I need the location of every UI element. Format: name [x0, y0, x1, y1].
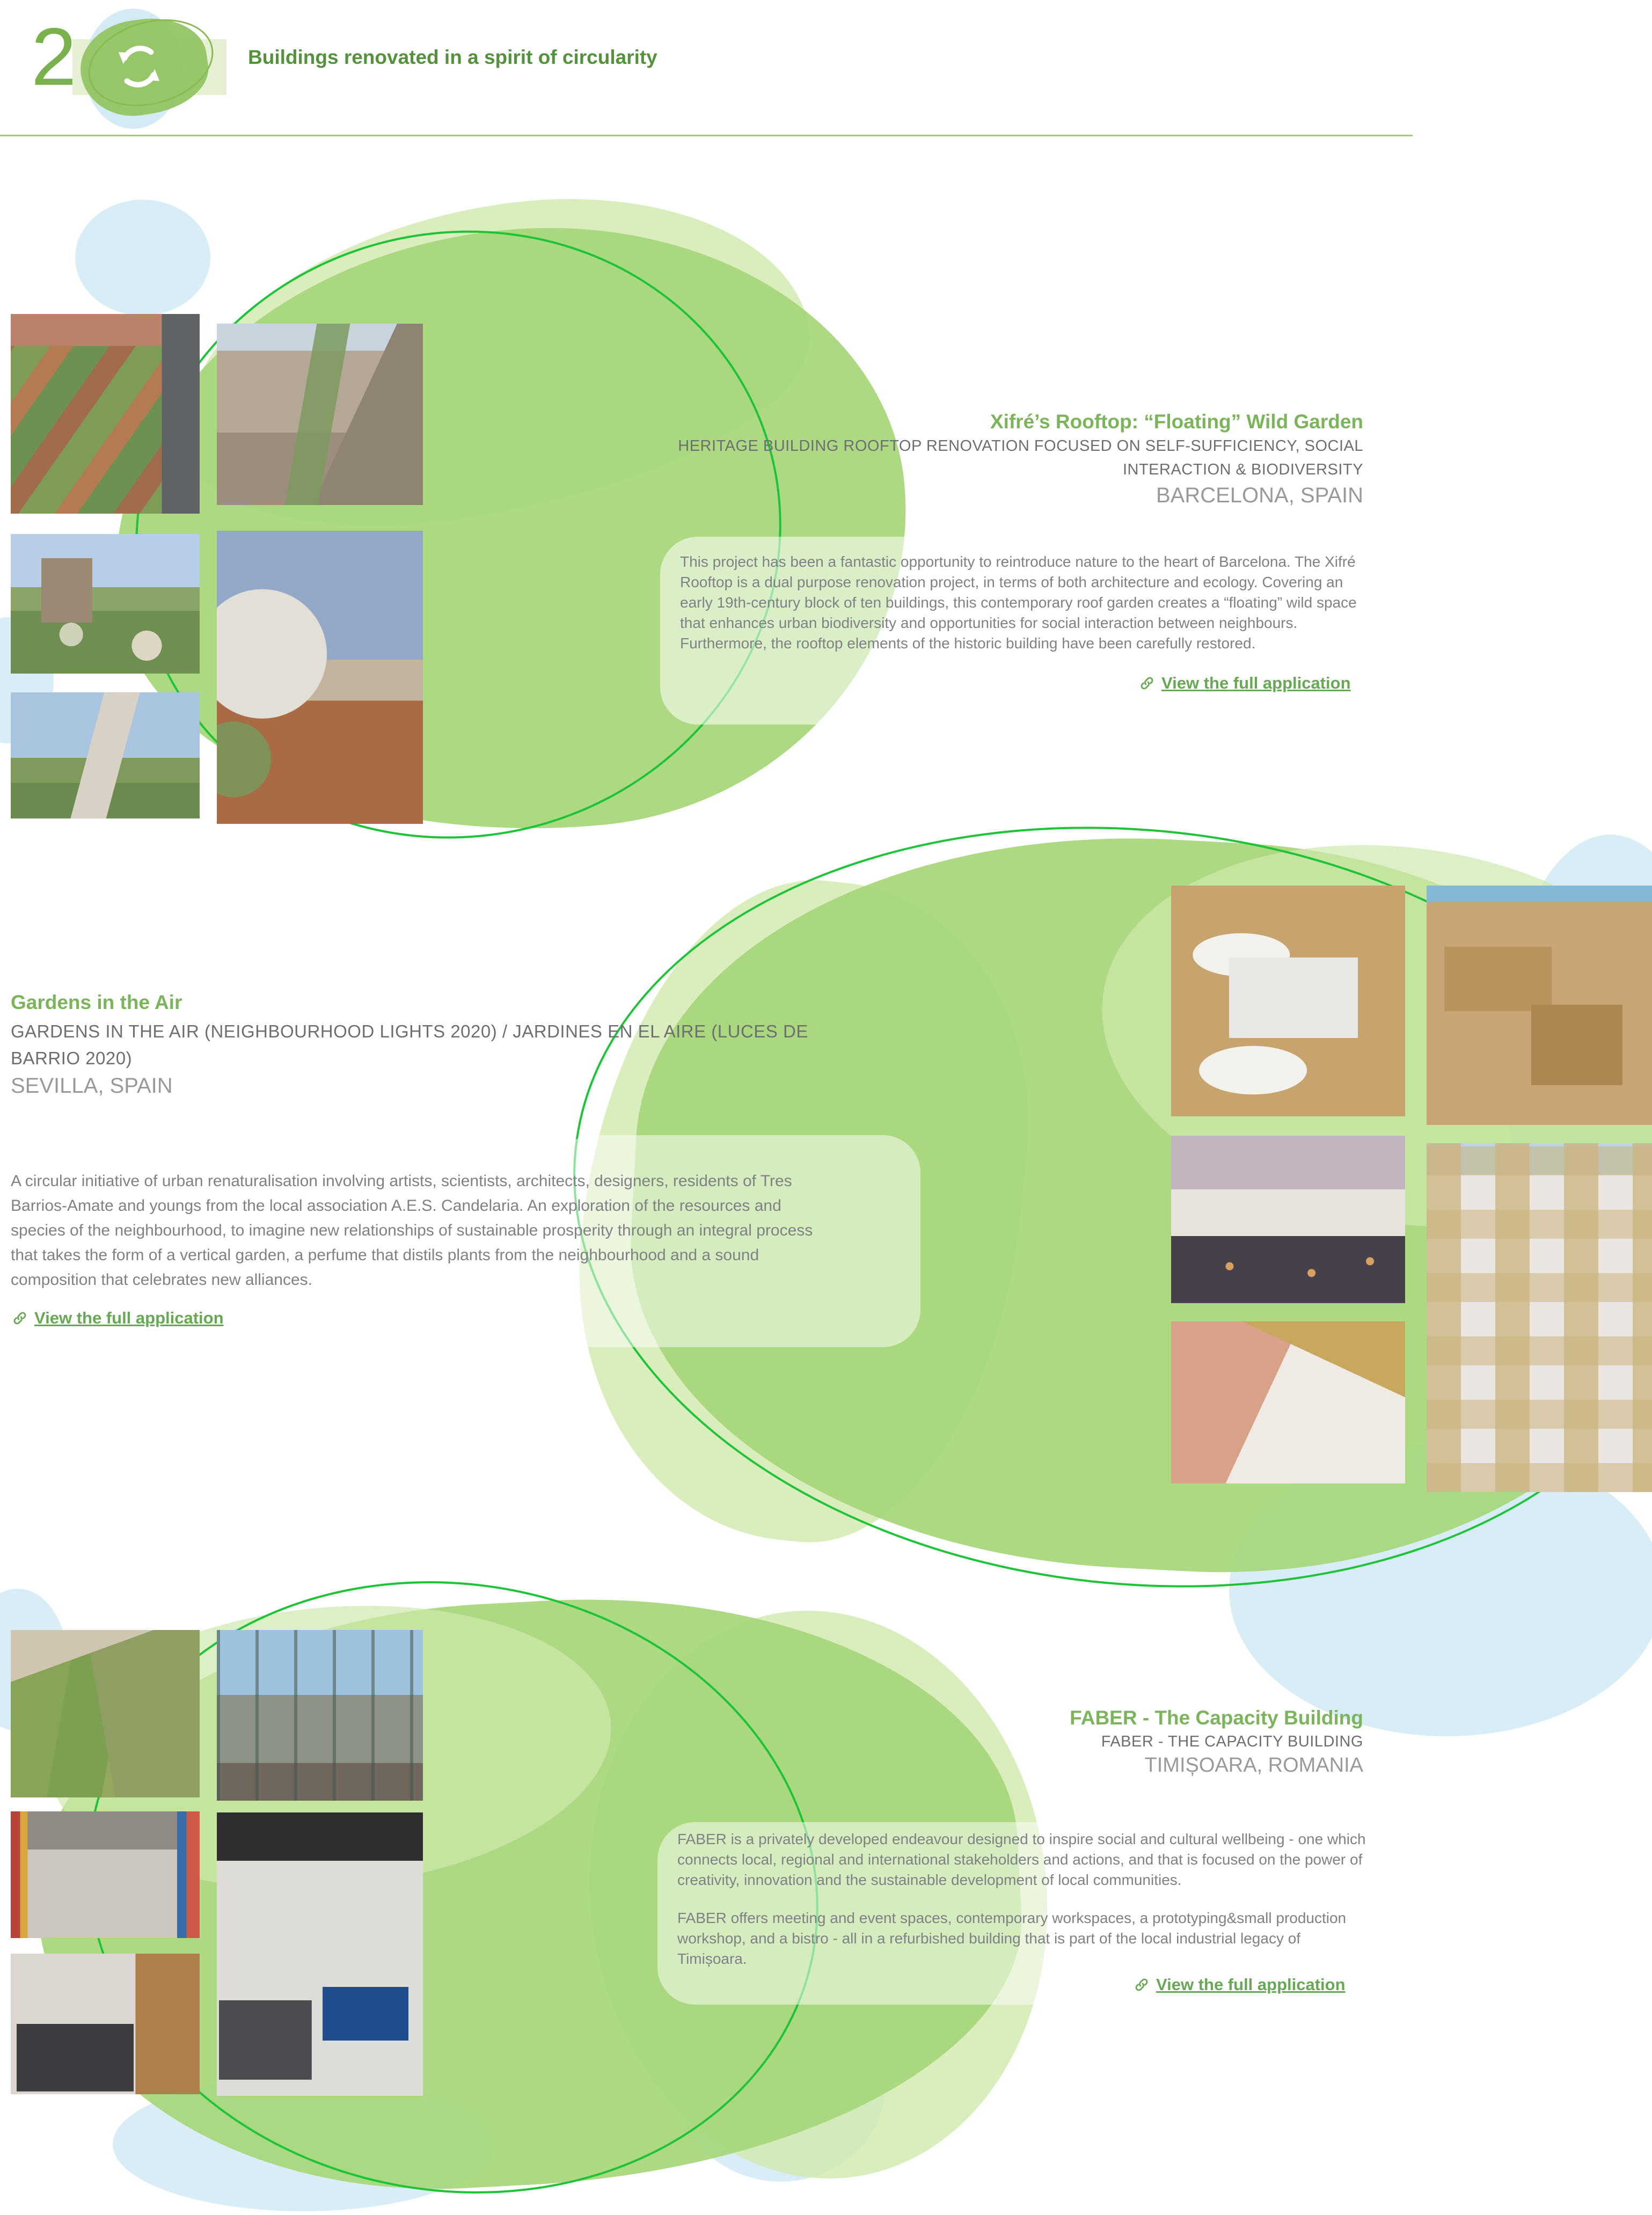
view-application-link[interactable] — [1132, 1975, 1346, 1994]
photo-canal-aerial-view — [11, 1630, 200, 1797]
project-subtitle: GARDENS IN THE AIR (NEIGHBOURHOOD LIGHTS 2020) / JARDINES EN EL AIRE (LUCES DE BARRIO 2020) — [11, 1021, 808, 1068]
chapter-number: 2 — [31, 11, 77, 103]
view-application-label: View the full application — [1156, 1975, 1346, 1994]
project-description: This project has been a fantastic opportunity to reintroduce nature to the heart of Barcelona. The Xifré Rooftop is a dual purpose renovation project, in terms of both architecture and ecology. Covering an early 19th-century block of ten buildings, this contemporary roof garden creates a “floating” wild space that enhances urban biodiversity and opportunities for social interaction between neighbours. Furthermore, the rooftop elements of the historic building have been carefully restored. — [680, 553, 1357, 652]
chapter-title: Buildings renovated in a spirit of circularity — [248, 46, 657, 68]
project-description-2: FABER offers meeting and event spaces, contemporary workspaces, a prototyping&small production workshop, and a bistro - all in a refurbished building that is part of the local industrial legacy of Timișoara. — [677, 1910, 1347, 1967]
photo-steel-frame-building-crowd — [217, 1630, 423, 1801]
photo-cardboard-perfume-boxes — [1427, 886, 1652, 1125]
photo-graffiti-hall-interior — [11, 1811, 200, 1938]
link-icon — [1138, 674, 1156, 692]
view-application-label: View the full application — [1161, 674, 1351, 692]
photo-planter-isometric-drawing — [1171, 886, 1405, 1116]
project-description: A circular initiative of urban renaturalisation involving artists, scientists, architects, designers, residents of Tres Barrios-Amate and youngs from the local association A.E.S. Candelaria. An exploration of the resources and species of the neighbourhood, to imagine new relationships of sustainable prosperity through an integral process that takes the form of a vertical garden, a perfume that distils plants from the neighbourhood and a sound composition that celebrates new alliances. — [11, 1172, 813, 1289]
photo-city-panorama — [217, 324, 423, 505]
view-application-link[interactable] — [1138, 674, 1351, 693]
project-subtitle: FABER - THE CAPACITY BUILDING — [1101, 1733, 1363, 1750]
header-divider — [0, 135, 1413, 136]
link-icon — [11, 1309, 29, 1327]
project-location: SEVILLA, SPAIN — [11, 1074, 173, 1098]
photo-facade-hanging-planters — [1427, 1143, 1652, 1492]
photo-rooftop-garden-shrubs — [11, 534, 200, 674]
photo-aerial-roof-garden — [11, 314, 200, 514]
photo-night-street-gathering — [1171, 1136, 1405, 1303]
project-location: BARCELONA, SPAIN — [1156, 484, 1363, 507]
project-title: Xifré’s Rooftop: “Floating” Wild Garden — [990, 411, 1363, 433]
decor-blue-blob — [75, 200, 210, 316]
photo-hand-perfume-box — [1171, 1321, 1405, 1483]
project-description: FABER is a privately developed endeavour designed to inspire social and cultural wellbeing - one which connects local, regional and international stakeholders and actions, and that is focused on the power of creativity, innovation and the sustainable development of local communities. — [677, 1831, 1366, 1888]
project-subtitle: HERITAGE BUILDING ROOFTOP RENOVATION FOCUSED ON SELF-SUFFICIENCY, SOCIAL INTERACTION & BIODIVERSITY — [678, 437, 1363, 478]
link-icon — [1132, 1976, 1151, 1994]
view-application-label: View the full application — [34, 1308, 224, 1327]
project-title: Gardens in the Air — [11, 991, 182, 1013]
photo-office-blue-sideboard — [217, 1812, 423, 2096]
project-location: TIMIȘOARA, ROMANIA — [1144, 1754, 1363, 1777]
photo-rooftop-walkway — [11, 692, 200, 818]
circular-arrows-icon — [109, 36, 169, 97]
view-application-link[interactable] — [11, 1308, 224, 1328]
project-title: FABER - The Capacity Building — [1070, 1707, 1363, 1729]
photo-rooftop-dome-path — [217, 531, 423, 824]
photo-workshop-interior — [11, 1954, 200, 2094]
